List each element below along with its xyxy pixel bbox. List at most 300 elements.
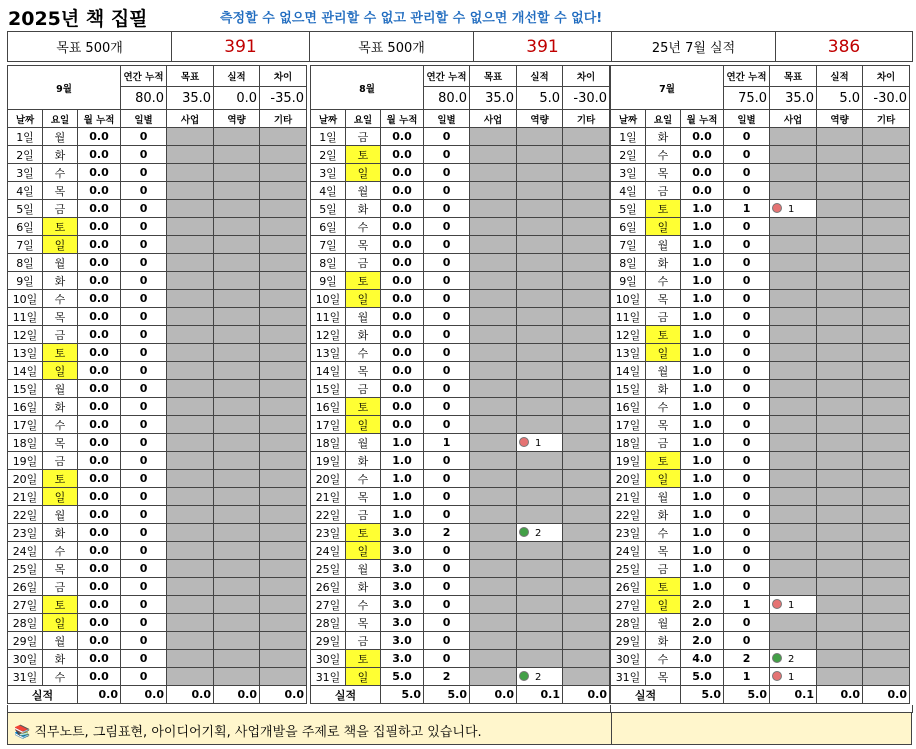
- etc-cell[interactable]: [260, 452, 307, 470]
- business-cell[interactable]: [770, 560, 817, 578]
- monthly-total-cell[interactable]: 0.0: [381, 164, 424, 182]
- monthly-total-cell[interactable]: 3.0: [381, 524, 424, 542]
- capacity-cell[interactable]: [214, 416, 260, 434]
- monthly-total-cell[interactable]: 0.0: [381, 290, 424, 308]
- etc-cell[interactable]: [863, 200, 910, 218]
- business-cell[interactable]: [770, 434, 817, 452]
- business-cell[interactable]: [167, 398, 214, 416]
- daily-count-cell[interactable]: 0: [424, 200, 470, 218]
- monthly-total-cell[interactable]: 5.0: [681, 668, 724, 686]
- capacity-cell[interactable]: [517, 668, 563, 686]
- etc-cell[interactable]: [863, 524, 910, 542]
- daily-count-cell[interactable]: 0: [724, 362, 770, 380]
- capacity-cell[interactable]: [214, 488, 260, 506]
- monthly-total-cell[interactable]: 0.0: [381, 272, 424, 290]
- etc-cell[interactable]: [260, 470, 307, 488]
- daily-count-cell[interactable]: 0: [121, 164, 167, 182]
- business-cell[interactable]: [770, 614, 817, 632]
- etc-cell[interactable]: [563, 218, 610, 236]
- daily-count-cell[interactable]: 0: [424, 236, 470, 254]
- etc-cell[interactable]: [260, 164, 307, 182]
- daily-count-cell[interactable]: 1: [724, 200, 770, 218]
- goal-value-sep[interactable]: 391: [172, 32, 310, 62]
- etc-cell[interactable]: [863, 308, 910, 326]
- daily-count-cell[interactable]: 0: [424, 380, 470, 398]
- business-cell[interactable]: [167, 470, 214, 488]
- capacity-cell[interactable]: [517, 344, 563, 362]
- monthly-total-cell[interactable]: 1.0: [381, 434, 424, 452]
- business-cell[interactable]: [167, 290, 214, 308]
- capacity-cell[interactable]: [817, 614, 863, 632]
- capacity-cell[interactable]: [517, 560, 563, 578]
- monthly-total-cell[interactable]: 2.0: [681, 632, 724, 650]
- etc-cell[interactable]: [260, 434, 307, 452]
- business-cell[interactable]: [770, 362, 817, 380]
- capacity-cell[interactable]: [817, 668, 863, 686]
- monthly-total-cell[interactable]: 0.0: [381, 254, 424, 272]
- monthly-total-cell[interactable]: 0.0: [78, 542, 121, 560]
- business-cell[interactable]: [770, 488, 817, 506]
- business-cell[interactable]: [770, 344, 817, 362]
- annual-value[interactable]: 80.0: [121, 87, 167, 110]
- etc-cell[interactable]: [863, 398, 910, 416]
- capacity-cell[interactable]: [517, 488, 563, 506]
- monthly-total-cell[interactable]: 0.0: [78, 146, 121, 164]
- etc-cell[interactable]: [863, 596, 910, 614]
- capacity-cell[interactable]: [214, 506, 260, 524]
- daily-count-cell[interactable]: 0: [724, 524, 770, 542]
- goal-value[interactable]: 35.0: [770, 87, 817, 110]
- monthly-total-cell[interactable]: 0.0: [381, 380, 424, 398]
- etc-cell[interactable]: [260, 650, 307, 668]
- business-cell[interactable]: [167, 272, 214, 290]
- capacity-cell[interactable]: [817, 308, 863, 326]
- business-cell[interactable]: [167, 200, 214, 218]
- business-cell[interactable]: [470, 398, 517, 416]
- business-cell[interactable]: [167, 524, 214, 542]
- capacity-cell[interactable]: [214, 362, 260, 380]
- etc-cell[interactable]: [260, 254, 307, 272]
- capacity-cell[interactable]: [817, 290, 863, 308]
- capacity-cell[interactable]: [817, 182, 863, 200]
- daily-count-cell[interactable]: 1: [724, 668, 770, 686]
- etc-cell[interactable]: [863, 146, 910, 164]
- capacity-cell[interactable]: [214, 398, 260, 416]
- monthly-total-cell[interactable]: 0.0: [78, 272, 121, 290]
- monthly-total-cell[interactable]: 0.0: [78, 434, 121, 452]
- capacity-cell[interactable]: [517, 578, 563, 596]
- etc-cell[interactable]: [260, 614, 307, 632]
- daily-count-cell[interactable]: 0: [121, 524, 167, 542]
- daily-count-cell[interactable]: 0: [424, 650, 470, 668]
- capacity-cell[interactable]: [517, 164, 563, 182]
- monthly-total-cell[interactable]: 1.0: [681, 452, 724, 470]
- etc-cell[interactable]: [863, 380, 910, 398]
- daily-count-cell[interactable]: 0: [424, 290, 470, 308]
- business-cell[interactable]: [470, 596, 517, 614]
- monthly-total-cell[interactable]: 1.0: [681, 236, 724, 254]
- capacity-cell[interactable]: [817, 398, 863, 416]
- monthly-total-cell[interactable]: 0.0: [78, 560, 121, 578]
- daily-count-cell[interactable]: 0: [724, 344, 770, 362]
- business-cell[interactable]: [167, 308, 214, 326]
- etc-cell[interactable]: [863, 632, 910, 650]
- capacity-cell[interactable]: [817, 128, 863, 146]
- business-cell[interactable]: [470, 164, 517, 182]
- capacity-cell[interactable]: [517, 416, 563, 434]
- monthly-total-cell[interactable]: 0.0: [78, 416, 121, 434]
- monthly-total-cell[interactable]: 1.0: [381, 488, 424, 506]
- monthly-total-cell[interactable]: 1.0: [681, 524, 724, 542]
- business-cell[interactable]: [470, 128, 517, 146]
- business-cell[interactable]: [167, 578, 214, 596]
- monthly-total-cell[interactable]: 1.0: [681, 434, 724, 452]
- business-cell[interactable]: [470, 272, 517, 290]
- monthly-total-cell[interactable]: 0.0: [78, 524, 121, 542]
- etc-cell[interactable]: [260, 380, 307, 398]
- monthly-total-cell[interactable]: 1.0: [681, 416, 724, 434]
- daily-count-cell[interactable]: 2: [424, 524, 470, 542]
- business-cell[interactable]: [167, 542, 214, 560]
- capacity-cell[interactable]: [214, 632, 260, 650]
- business-cell[interactable]: [770, 650, 817, 668]
- capacity-cell[interactable]: [517, 290, 563, 308]
- daily-count-cell[interactable]: 0: [121, 668, 167, 686]
- business-cell[interactable]: [167, 506, 214, 524]
- monthly-total-cell[interactable]: 0.0: [78, 200, 121, 218]
- business-cell[interactable]: [470, 542, 517, 560]
- monthly-total-cell[interactable]: 1.0: [681, 272, 724, 290]
- monthly-total-cell[interactable]: 0.0: [381, 236, 424, 254]
- monthly-total-cell[interactable]: 1.0: [681, 218, 724, 236]
- capacity-cell[interactable]: [214, 272, 260, 290]
- daily-count-cell[interactable]: 0: [724, 182, 770, 200]
- daily-count-cell[interactable]: 0: [724, 398, 770, 416]
- etc-cell[interactable]: [260, 578, 307, 596]
- daily-count-cell[interactable]: 0: [424, 488, 470, 506]
- business-cell[interactable]: [470, 218, 517, 236]
- etc-cell[interactable]: [563, 128, 610, 146]
- capacity-cell[interactable]: [214, 254, 260, 272]
- daily-count-cell[interactable]: 0: [724, 542, 770, 560]
- etc-cell[interactable]: [563, 416, 610, 434]
- capacity-cell[interactable]: [517, 398, 563, 416]
- business-cell[interactable]: [770, 290, 817, 308]
- daily-count-cell[interactable]: 0: [424, 254, 470, 272]
- daily-count-cell[interactable]: 0: [424, 362, 470, 380]
- monthly-total-cell[interactable]: 0.0: [78, 362, 121, 380]
- etc-cell[interactable]: [260, 146, 307, 164]
- daily-count-cell[interactable]: 0: [121, 380, 167, 398]
- daily-count-cell[interactable]: 0: [121, 434, 167, 452]
- diff-value[interactable]: -30.0: [863, 87, 910, 110]
- capacity-cell[interactable]: [517, 146, 563, 164]
- monthly-total-cell[interactable]: 5.0: [381, 668, 424, 686]
- capacity-cell[interactable]: [817, 470, 863, 488]
- etc-cell[interactable]: [863, 434, 910, 452]
- etc-cell[interactable]: [563, 668, 610, 686]
- business-cell[interactable]: [770, 542, 817, 560]
- etc-cell[interactable]: [863, 272, 910, 290]
- etc-cell[interactable]: [563, 488, 610, 506]
- goal-value[interactable]: 35.0: [167, 87, 214, 110]
- monthly-total-cell[interactable]: 0.0: [78, 236, 121, 254]
- etc-cell[interactable]: [563, 596, 610, 614]
- etc-cell[interactable]: [563, 506, 610, 524]
- daily-count-cell[interactable]: 0: [424, 272, 470, 290]
- capacity-cell[interactable]: [517, 542, 563, 560]
- etc-cell[interactable]: [563, 362, 610, 380]
- etc-cell[interactable]: [260, 506, 307, 524]
- daily-count-cell[interactable]: 0: [424, 146, 470, 164]
- etc-cell[interactable]: [260, 128, 307, 146]
- business-cell[interactable]: [167, 488, 214, 506]
- business-cell[interactable]: [470, 578, 517, 596]
- monthly-total-cell[interactable]: 0.0: [78, 596, 121, 614]
- monthly-total-cell[interactable]: 0.0: [381, 344, 424, 362]
- etc-cell[interactable]: [563, 434, 610, 452]
- capacity-cell[interactable]: [517, 434, 563, 452]
- business-cell[interactable]: [770, 380, 817, 398]
- capacity-cell[interactable]: [517, 650, 563, 668]
- monthly-total-cell[interactable]: 2.0: [681, 614, 724, 632]
- monthly-total-cell[interactable]: 0.0: [78, 470, 121, 488]
- daily-count-cell[interactable]: 0: [121, 614, 167, 632]
- business-cell[interactable]: [167, 650, 214, 668]
- monthly-total-cell[interactable]: 1.0: [681, 326, 724, 344]
- monthly-total-cell[interactable]: 1.0: [681, 254, 724, 272]
- business-cell[interactable]: [167, 254, 214, 272]
- monthly-total-cell[interactable]: 0.0: [681, 182, 724, 200]
- capacity-cell[interactable]: [817, 596, 863, 614]
- monthly-total-cell[interactable]: 3.0: [381, 596, 424, 614]
- capacity-cell[interactable]: [817, 560, 863, 578]
- etc-cell[interactable]: [260, 290, 307, 308]
- capacity-cell[interactable]: [817, 254, 863, 272]
- capacity-cell[interactable]: [214, 182, 260, 200]
- monthly-total-cell[interactable]: 1.0: [681, 560, 724, 578]
- monthly-total-cell[interactable]: 0.0: [381, 182, 424, 200]
- monthly-total-cell[interactable]: 1.0: [681, 290, 724, 308]
- daily-count-cell[interactable]: 0: [121, 218, 167, 236]
- monthly-total-cell[interactable]: 0.0: [381, 200, 424, 218]
- monthly-total-cell[interactable]: 0.0: [381, 326, 424, 344]
- daily-count-cell[interactable]: 0: [724, 254, 770, 272]
- etc-cell[interactable]: [863, 614, 910, 632]
- daily-count-cell[interactable]: 0: [121, 578, 167, 596]
- daily-count-cell[interactable]: 0: [424, 218, 470, 236]
- daily-count-cell[interactable]: 0: [121, 362, 167, 380]
- daily-count-cell[interactable]: 0: [724, 308, 770, 326]
- goal-value[interactable]: 35.0: [470, 87, 517, 110]
- daily-count-cell[interactable]: 0: [121, 488, 167, 506]
- capacity-cell[interactable]: [517, 524, 563, 542]
- capacity-cell[interactable]: [817, 488, 863, 506]
- daily-count-cell[interactable]: 0: [424, 398, 470, 416]
- annual-value[interactable]: 80.0: [424, 87, 470, 110]
- annual-value[interactable]: 75.0: [724, 87, 770, 110]
- etc-cell[interactable]: [563, 254, 610, 272]
- business-cell[interactable]: [470, 308, 517, 326]
- business-cell[interactable]: [470, 146, 517, 164]
- monthly-total-cell[interactable]: 3.0: [381, 632, 424, 650]
- business-cell[interactable]: [770, 452, 817, 470]
- business-cell[interactable]: [167, 452, 214, 470]
- business-cell[interactable]: [770, 236, 817, 254]
- business-cell[interactable]: [167, 182, 214, 200]
- daily-count-cell[interactable]: 0: [724, 632, 770, 650]
- daily-count-cell[interactable]: 0: [121, 254, 167, 272]
- etc-cell[interactable]: [260, 182, 307, 200]
- etc-cell[interactable]: [563, 650, 610, 668]
- etc-cell[interactable]: [863, 254, 910, 272]
- monthly-total-cell[interactable]: 1.0: [681, 542, 724, 560]
- monthly-total-cell[interactable]: 0.0: [78, 164, 121, 182]
- actual-value[interactable]: 5.0: [517, 87, 563, 110]
- business-cell[interactable]: [470, 506, 517, 524]
- business-cell[interactable]: [470, 668, 517, 686]
- etc-cell[interactable]: [563, 344, 610, 362]
- capacity-cell[interactable]: [817, 164, 863, 182]
- monthly-total-cell[interactable]: 0.0: [78, 632, 121, 650]
- monthly-total-cell[interactable]: 0.0: [381, 218, 424, 236]
- daily-count-cell[interactable]: 0: [424, 128, 470, 146]
- etc-cell[interactable]: [260, 200, 307, 218]
- capacity-cell[interactable]: [214, 290, 260, 308]
- monthly-total-cell[interactable]: 0.0: [78, 182, 121, 200]
- capacity-cell[interactable]: [214, 452, 260, 470]
- etc-cell[interactable]: [563, 614, 610, 632]
- monthly-total-cell[interactable]: 0.0: [78, 452, 121, 470]
- daily-count-cell[interactable]: 0: [121, 326, 167, 344]
- business-cell[interactable]: [470, 488, 517, 506]
- monthly-total-cell[interactable]: 2.0: [681, 596, 724, 614]
- daily-count-cell[interactable]: 0: [121, 560, 167, 578]
- monthly-total-cell[interactable]: 0.0: [78, 128, 121, 146]
- etc-cell[interactable]: [863, 128, 910, 146]
- business-cell[interactable]: [770, 578, 817, 596]
- capacity-cell[interactable]: [517, 182, 563, 200]
- capacity-cell[interactable]: [817, 344, 863, 362]
- business-cell[interactable]: [770, 668, 817, 686]
- capacity-cell[interactable]: [517, 254, 563, 272]
- capacity-cell[interactable]: [817, 452, 863, 470]
- business-cell[interactable]: [770, 146, 817, 164]
- capacity-cell[interactable]: [817, 578, 863, 596]
- etc-cell[interactable]: [863, 182, 910, 200]
- daily-count-cell[interactable]: 0: [424, 614, 470, 632]
- business-cell[interactable]: [470, 524, 517, 542]
- monthly-total-cell[interactable]: 1.0: [681, 578, 724, 596]
- daily-count-cell[interactable]: 0: [121, 596, 167, 614]
- business-cell[interactable]: [770, 308, 817, 326]
- daily-count-cell[interactable]: 0: [724, 506, 770, 524]
- etc-cell[interactable]: [863, 470, 910, 488]
- monthly-total-cell[interactable]: 0.0: [78, 614, 121, 632]
- etc-cell[interactable]: [260, 560, 307, 578]
- daily-count-cell[interactable]: 0: [724, 470, 770, 488]
- capacity-cell[interactable]: [517, 326, 563, 344]
- capacity-cell[interactable]: [214, 560, 260, 578]
- monthly-total-cell[interactable]: 0.0: [681, 128, 724, 146]
- monthly-total-cell[interactable]: 0.0: [381, 128, 424, 146]
- capacity-cell[interactable]: [517, 362, 563, 380]
- capacity-cell[interactable]: [517, 632, 563, 650]
- monthly-total-cell[interactable]: 0.0: [78, 308, 121, 326]
- business-cell[interactable]: [770, 182, 817, 200]
- monthly-total-cell[interactable]: 0.0: [78, 668, 121, 686]
- business-cell[interactable]: [770, 596, 817, 614]
- business-cell[interactable]: [167, 614, 214, 632]
- goal-value-jul[interactable]: 386: [776, 32, 913, 62]
- monthly-total-cell[interactable]: 1.0: [681, 398, 724, 416]
- daily-count-cell[interactable]: 0: [424, 182, 470, 200]
- capacity-cell[interactable]: [517, 308, 563, 326]
- daily-count-cell[interactable]: 0: [121, 290, 167, 308]
- business-cell[interactable]: [167, 632, 214, 650]
- monthly-total-cell[interactable]: 3.0: [381, 650, 424, 668]
- business-cell[interactable]: [770, 164, 817, 182]
- monthly-total-cell[interactable]: 0.0: [78, 344, 121, 362]
- capacity-cell[interactable]: [817, 506, 863, 524]
- capacity-cell[interactable]: [214, 614, 260, 632]
- monthly-total-cell[interactable]: 0.0: [78, 398, 121, 416]
- daily-count-cell[interactable]: 0: [121, 398, 167, 416]
- business-cell[interactable]: [770, 218, 817, 236]
- daily-count-cell[interactable]: 0: [424, 452, 470, 470]
- monthly-total-cell[interactable]: 1.0: [681, 362, 724, 380]
- daily-count-cell[interactable]: 0: [724, 128, 770, 146]
- daily-count-cell[interactable]: 0: [424, 416, 470, 434]
- capacity-cell[interactable]: [817, 650, 863, 668]
- capacity-cell[interactable]: [517, 380, 563, 398]
- daily-count-cell[interactable]: 0: [724, 218, 770, 236]
- capacity-cell[interactable]: [817, 380, 863, 398]
- capacity-cell[interactable]: [817, 236, 863, 254]
- monthly-total-cell[interactable]: 0.0: [78, 290, 121, 308]
- business-cell[interactable]: [470, 200, 517, 218]
- capacity-cell[interactable]: [214, 326, 260, 344]
- monthly-total-cell[interactable]: 1.0: [681, 308, 724, 326]
- business-cell[interactable]: [470, 182, 517, 200]
- daily-count-cell[interactable]: 0: [121, 146, 167, 164]
- monthly-total-cell[interactable]: 1.0: [681, 380, 724, 398]
- capacity-cell[interactable]: [214, 200, 260, 218]
- business-cell[interactable]: [167, 380, 214, 398]
- business-cell[interactable]: [167, 668, 214, 686]
- daily-count-cell[interactable]: 1: [724, 596, 770, 614]
- monthly-total-cell[interactable]: 1.0: [381, 506, 424, 524]
- capacity-cell[interactable]: [214, 128, 260, 146]
- business-cell[interactable]: [470, 434, 517, 452]
- etc-cell[interactable]: [563, 236, 610, 254]
- capacity-cell[interactable]: [817, 434, 863, 452]
- business-cell[interactable]: [470, 380, 517, 398]
- daily-count-cell[interactable]: 0: [121, 452, 167, 470]
- daily-count-cell[interactable]: 0: [724, 416, 770, 434]
- etc-cell[interactable]: [863, 236, 910, 254]
- etc-cell[interactable]: [863, 344, 910, 362]
- etc-cell[interactable]: [563, 380, 610, 398]
- monthly-total-cell[interactable]: 3.0: [381, 560, 424, 578]
- daily-count-cell[interactable]: 1: [424, 434, 470, 452]
- daily-count-cell[interactable]: 0: [724, 272, 770, 290]
- daily-count-cell[interactable]: 0: [724, 488, 770, 506]
- business-cell[interactable]: [167, 416, 214, 434]
- business-cell[interactable]: [167, 434, 214, 452]
- monthly-total-cell[interactable]: 0.0: [381, 398, 424, 416]
- business-cell[interactable]: [470, 290, 517, 308]
